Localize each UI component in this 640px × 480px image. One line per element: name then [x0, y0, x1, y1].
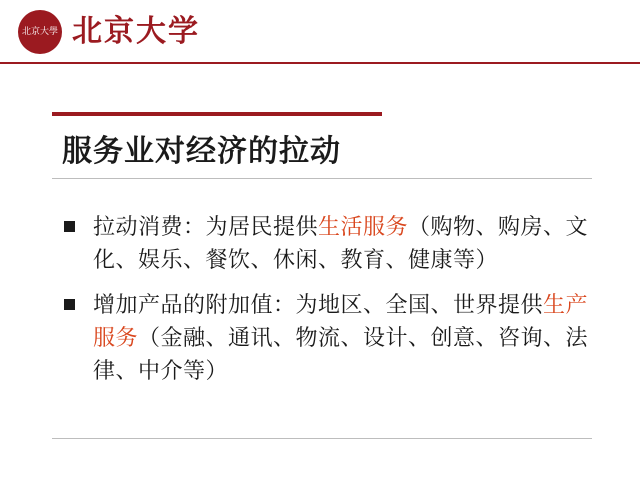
bullet-text [93, 210, 594, 276]
bullet-segment: （金融、通讯、物流、设计、创意、咨询、法律、中介等） [93, 325, 589, 383]
list-item [64, 210, 594, 276]
bullet-text [93, 288, 594, 387]
title-underline [52, 178, 592, 179]
list-item [64, 288, 594, 387]
brand-wordmark: 北京大学 [72, 15, 200, 48]
bullet-list [64, 210, 594, 399]
bullet-highlight: 生产服务 [93, 292, 589, 350]
footer-divider [52, 438, 592, 439]
bullet-segment: 增加产品的附加值：为地区、全国、世界提供 [93, 292, 544, 317]
square-bullet-icon [64, 299, 75, 310]
title-accent-bar [52, 112, 382, 116]
square-bullet-icon [64, 221, 75, 232]
header-divider [0, 62, 640, 64]
bullet-highlight: 生活服务 [318, 214, 409, 239]
peking-university-seal-icon: 北京大學 [18, 10, 62, 54]
bullet-segment: （购物、购房、文化、娱乐、餐饮、休闲、教育、健康等） [93, 214, 589, 272]
brand-logo [18, 8, 200, 56]
bullet-segment: 拉动消费：为居民提供 [93, 214, 319, 239]
page-title: 服务业对经济的拉动 [62, 135, 341, 168]
